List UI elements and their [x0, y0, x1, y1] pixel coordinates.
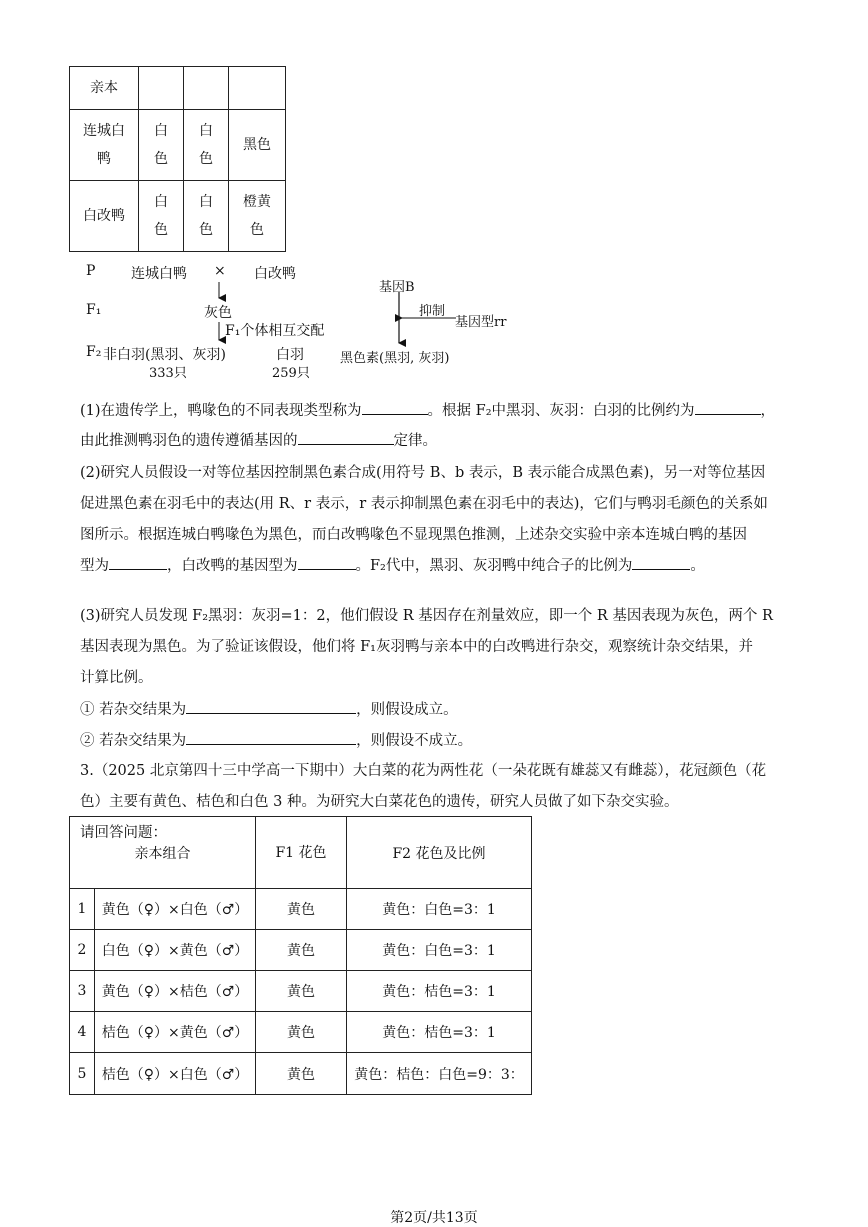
cross-combo: 白色（♀）×黄色（♂） [95, 930, 256, 971]
f2-ratio: 黄色：桔色=3：1 [347, 971, 532, 1012]
table-cell: 白色 [184, 110, 229, 181]
question-2-line-4: 型为 ，白改鸭的基因型为 。F₂代中，黑羽、灰羽鸭中纯合子的比例为 。 [80, 555, 705, 576]
table-cell: 白色 [184, 181, 229, 252]
answer-blank[interactable] [298, 555, 356, 570]
table-cell: 黑色 [229, 110, 286, 181]
f2-left-count: 333只 [149, 366, 187, 381]
row-number: 3 [70, 971, 95, 1012]
table-cell: 连城白鸭 [70, 110, 139, 181]
question-4-line-2: 色）主要有黄色、桔色和白色 3 种。为研究大白菜花色的遗传，研究人员做了如下杂交实验。 [80, 794, 679, 810]
f2-ratio: 黄色：桔色：白色=9：3： [347, 1053, 532, 1095]
f1-color: 黄色 [256, 889, 347, 930]
inhibit-label: 抑制 [419, 304, 446, 319]
answer-blank[interactable] [632, 555, 690, 570]
question-4-line-1: 3.（2025 北京第四十三中学高一下期中）大白菜的花为两性花（一朵花既有雄蕊又有雌蕊），花冠颜色（花 [80, 763, 767, 779]
question-3-line-1: (3)研究人员发现 F₂黑羽：灰羽=1：2，他们假设 R 基因存在剂量效应，即一个 R 基因表现为灰色，两个 R [80, 608, 773, 624]
answer-blank[interactable] [695, 400, 761, 415]
f2-right-count: 259只 [272, 366, 310, 381]
f2-left: 非白羽(黑羽、灰羽) [103, 347, 226, 363]
f2-right: 白羽 [276, 347, 304, 363]
table-cell: 白改鸭 [70, 181, 139, 252]
table-row [70, 971, 532, 1012]
cross-combo: 桔色（♀）×黄色（♂） [95, 1012, 256, 1053]
p-parent-left: 连城白鸭 [131, 266, 187, 282]
answer-blank[interactable] [362, 400, 428, 415]
header-cell: 亲本组合 [70, 817, 256, 889]
f1-color: 黄色 [256, 930, 347, 971]
question-3-line-3: 计算比例。 [80, 670, 153, 686]
row-number: 1 [70, 889, 95, 930]
question-2-line-1: (2)研究人员假设一对等位基因控制黑色素合成(用符号 B、b 表示，B 表示能合成黑色素)，另一对等位基因 [80, 465, 766, 481]
table-cell: 橙黄色 [229, 181, 286, 252]
question-4-line-3: 请回答问题： [80, 825, 167, 841]
question-2-line-2: 促进黑色素在羽毛中的表达(用 R、r 表示，r 表示抑制黑色素在羽毛中的表达)，它们与鸭羽毛颜色的关系如 [80, 496, 768, 512]
question-2-line-3: 图所示。根据连城白鸭喙色为黑色，而白改鸭喙色不显现黑色推测，上述杂交实验中亲本连城白鸭的基因 [80, 527, 747, 543]
gene-b-label: 基因B [379, 280, 415, 295]
answer-blank[interactable] [186, 699, 356, 714]
f1-label: F₁ [86, 302, 102, 318]
table-cell: 白色 [139, 181, 184, 252]
f1-value: 灰色 [204, 305, 232, 321]
row-number: 2 [70, 930, 95, 971]
table-row [70, 889, 532, 930]
f1-note: F₁个体相互交配 [225, 323, 325, 339]
f1-color: 黄色 [256, 971, 347, 1012]
p-parent-right: 白改鸭 [254, 266, 296, 282]
flower-color-table [69, 816, 532, 1095]
table-cell: 白色 [139, 110, 184, 181]
table-row [70, 1012, 532, 1053]
answer-blank[interactable] [186, 730, 356, 745]
question-3-line-2: 基因表现为黑色。为了验证该假设，他们将 F₁灰羽鸭与亲本中的白改鸭进行杂交，观察统计杂交结果，并 [80, 639, 753, 655]
cross-combo: 黄色（♀）×白色（♂） [95, 889, 256, 930]
genotype-rr-label: 基因型rr [455, 315, 507, 330]
pigment-label: 黑色素(黑羽, 灰羽) [340, 351, 450, 366]
f2-label: F₂ [86, 344, 102, 360]
answer-blank[interactable] [109, 555, 167, 570]
question-3-option-2: ② 若杂交结果为 ，则假设不成立。 [80, 730, 472, 751]
row-number: 4 [70, 1012, 95, 1053]
f1-color: 黄色 [256, 1012, 347, 1053]
header-cell: F1 花色 [256, 817, 347, 889]
cross-combo: 黄色（♀）×桔色（♂） [95, 971, 256, 1012]
question-3-option-1: ① 若杂交结果为 ，则假设成立。 [80, 699, 458, 720]
f2-ratio: 黄色：白色=3：1 [347, 930, 532, 971]
table-row [70, 1053, 532, 1095]
p-times: × [214, 263, 226, 279]
question-1-line-2: 由此推测鸭羽色的遗传遵循基因的 定律。 [80, 430, 437, 451]
row-number: 5 [70, 1053, 95, 1095]
f1-color: 黄色 [256, 1053, 347, 1095]
cross-combo: 桔色（♀）×白色（♂） [95, 1053, 256, 1095]
table-row [70, 930, 532, 971]
page-footer: 第2页/共13页 [390, 1210, 478, 1226]
f2-ratio: 黄色：桔色=3：1 [347, 1012, 532, 1053]
f2-ratio: 黄色：白色=3：1 [347, 889, 532, 930]
header-cell: F2 花色及比例 [347, 817, 532, 889]
question-1-line-1: (1)在遗传学上，鸭喙色的不同表现类型称为 。根据 F₂中黑羽、灰羽：白羽的比例约为 ， [80, 400, 775, 421]
table-cell: 亲本 [70, 67, 139, 110]
answer-blank[interactable] [298, 430, 394, 445]
table-header-row [70, 817, 532, 889]
p-label: P [86, 263, 96, 279]
